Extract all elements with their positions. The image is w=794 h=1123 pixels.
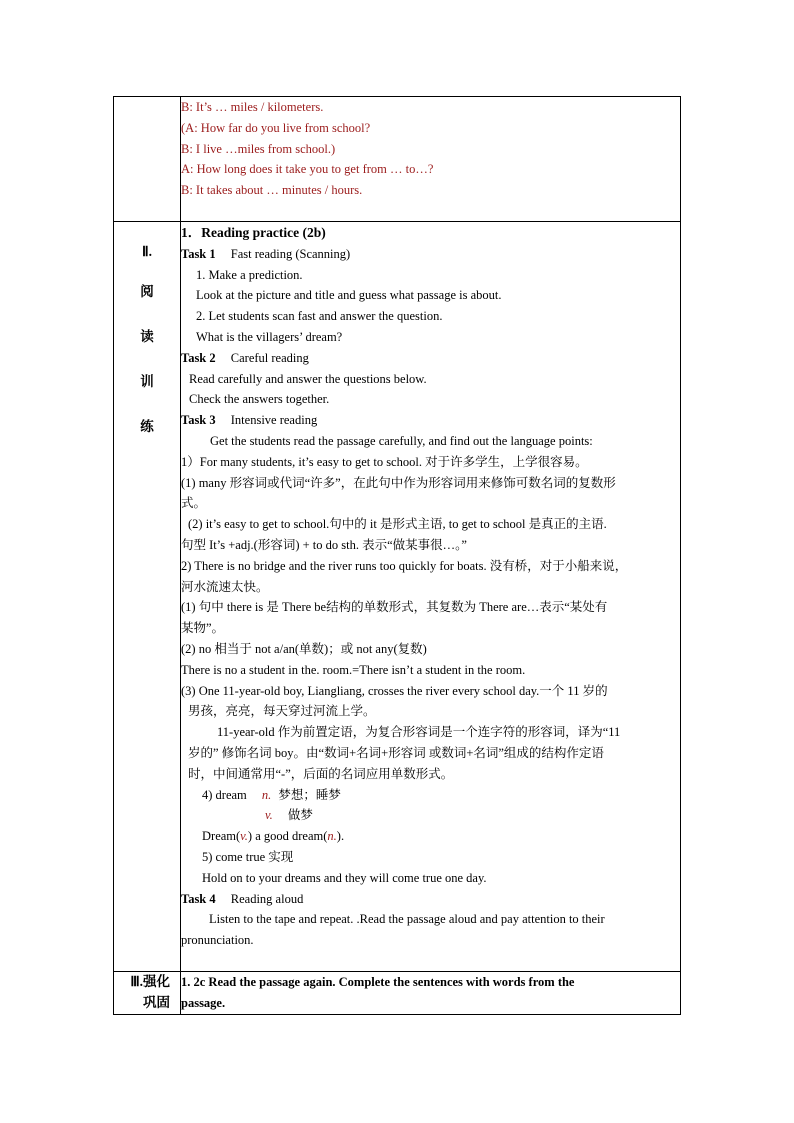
part-of-speech: v.: [265, 808, 273, 823]
task-4-heading: [181, 889, 680, 910]
language-point: There is no a student in the. room.=There isn’t a student in the room.: [181, 662, 526, 677]
dialogue-content-cell: [181, 97, 681, 222]
task-2-label: Task 2: [181, 350, 216, 365]
reading-training-row: [114, 222, 681, 972]
dialogue-row: [114, 97, 681, 222]
task-line: Listen to the tape and repeat. .Read the passage aloud and pay attention to their: [209, 912, 605, 927]
part-of-speech: v.: [240, 829, 248, 844]
consolidation-label: Ⅲ.强化: [130, 974, 170, 989]
dialogue-line: B: It’s … miles / kilometers.: [181, 100, 324, 114]
language-point: (3) One 11-year-old boy, Liangliang, crosses the river every school day.一个 11 岁的: [181, 683, 608, 698]
exercise-instruction: 1. 2c Read the passage again. Complete the sentences with words from the: [181, 975, 575, 989]
language-point: 1）For many students, it’s easy to get to school. 对于许多学生，上学很容易。: [181, 454, 588, 469]
example-text: ).: [336, 829, 345, 844]
language-point: 岁的” 修饰名词 boy。由“数词+名词+形容词 或数词+名词”组成的结构作定语: [188, 745, 604, 760]
section-heading: 1．Reading practice (2b): [181, 225, 326, 240]
consolidation-label: 巩固: [143, 994, 170, 1010]
lesson-plan-table: [113, 96, 681, 1015]
language-point: 某物”。: [181, 621, 225, 636]
task-line: Read carefully and answer the questions below.: [189, 371, 427, 386]
part-of-speech: n.: [261, 787, 272, 802]
language-point: (1) many 形容词或代词“许多”，在此句中作为形容词用来修饰可数名词的复数形: [181, 475, 616, 490]
section-label: 读: [140, 329, 154, 344]
task-line: What is the villagers’ dream?: [196, 329, 343, 344]
language-point: (2) it’s easy to get to school.句中的 it 是形式主语, to get to school 是真正的主语.: [188, 517, 607, 532]
section-label: 训: [140, 374, 154, 389]
consolidation-content-cell: [181, 972, 681, 1015]
vocab-example: [181, 826, 680, 847]
vocab-meaning: 做梦: [287, 808, 313, 823]
dialogue-line: A: How long does it take you to get from … to…?: [181, 162, 434, 177]
task-1-title: Fast reading (Scanning): [230, 246, 351, 261]
language-point: 男孩，亮亮，每天穿过河流上学。: [188, 704, 376, 719]
task-4-title: Reading aloud: [230, 891, 304, 906]
language-point: 11-year-old 作为前置定语，为复合形容词是一个连字符的形容词，译为“11: [217, 725, 621, 740]
section-label: 阅: [140, 284, 154, 299]
vocab-dream-verb: [181, 805, 680, 826]
vocab-dream-noun: [181, 785, 680, 806]
language-point: Hold on to your dreams and they will come true one day.: [202, 870, 487, 885]
task-line: 2. Let students scan fast and answer the question.: [196, 309, 443, 324]
example-text: Dream(: [202, 829, 241, 844]
task-line: Get the students read the passage carefully, and find out the language points:: [210, 433, 593, 448]
task-1-label: Task 1: [181, 246, 216, 261]
vocab-word: 4) dream: [202, 787, 247, 802]
language-point: (2) no 相当于 not a/an(单数)；或 not any(复数): [181, 641, 427, 656]
exercise-instruction: passage.: [181, 995, 226, 1010]
section-label: 练: [140, 419, 154, 434]
task-3-label: Task 3: [181, 413, 216, 428]
task-line: Look at the picture and title and guess what passage is about.: [196, 288, 502, 303]
dialogue-label-cell: [114, 97, 181, 222]
dialogue-line: B: It takes about … minutes / hours.: [181, 183, 363, 198]
section-label: Ⅱ.: [141, 244, 153, 259]
reading-training-content-cell: [181, 222, 681, 972]
task-4-label: Task 4: [181, 891, 216, 906]
task-line: Check the answers together.: [189, 392, 330, 407]
task-line: pronunciation.: [181, 933, 254, 948]
vocab-meaning: 梦想；睡梦: [278, 787, 341, 802]
language-point: 5) come true 实现: [202, 849, 294, 864]
task-1-heading: [181, 244, 680, 265]
language-point: 时，中间通常用“-”，后面的名词应用单数形式。: [188, 766, 454, 781]
part-of-speech: n.: [327, 829, 337, 844]
language-point: 式。: [181, 496, 207, 511]
task-2-title: Careful reading: [230, 350, 309, 365]
task-3-heading: [181, 410, 680, 431]
reading-training-label-cell: [114, 222, 181, 972]
language-point: 2) There is no bridge and the river runs too quickly for boats. 没有桥，对于小船来说，: [181, 558, 628, 573]
language-point: (1) 句中 there is 是 There be结构的单数形式，其复数为 There are…表示“某处有: [181, 600, 608, 615]
language-point: 句型 It’s +adj.(形容词) + to do sth. 表示“做某事很…。”: [181, 537, 467, 552]
task-3-title: Intensive reading: [230, 413, 318, 428]
consolidation-label-cell: [114, 972, 181, 1015]
task-2-heading: [181, 348, 680, 369]
consolidation-row: [114, 972, 681, 1015]
task-line: 1. Make a prediction.: [196, 267, 303, 282]
example-text: ) a good dream(: [247, 829, 328, 844]
dialogue-line: (A: How far do you live from school?: [181, 120, 371, 135]
language-point: 河水流速太快。: [181, 579, 269, 594]
dialogue-line: B: I live …miles from school.): [181, 141, 336, 156]
